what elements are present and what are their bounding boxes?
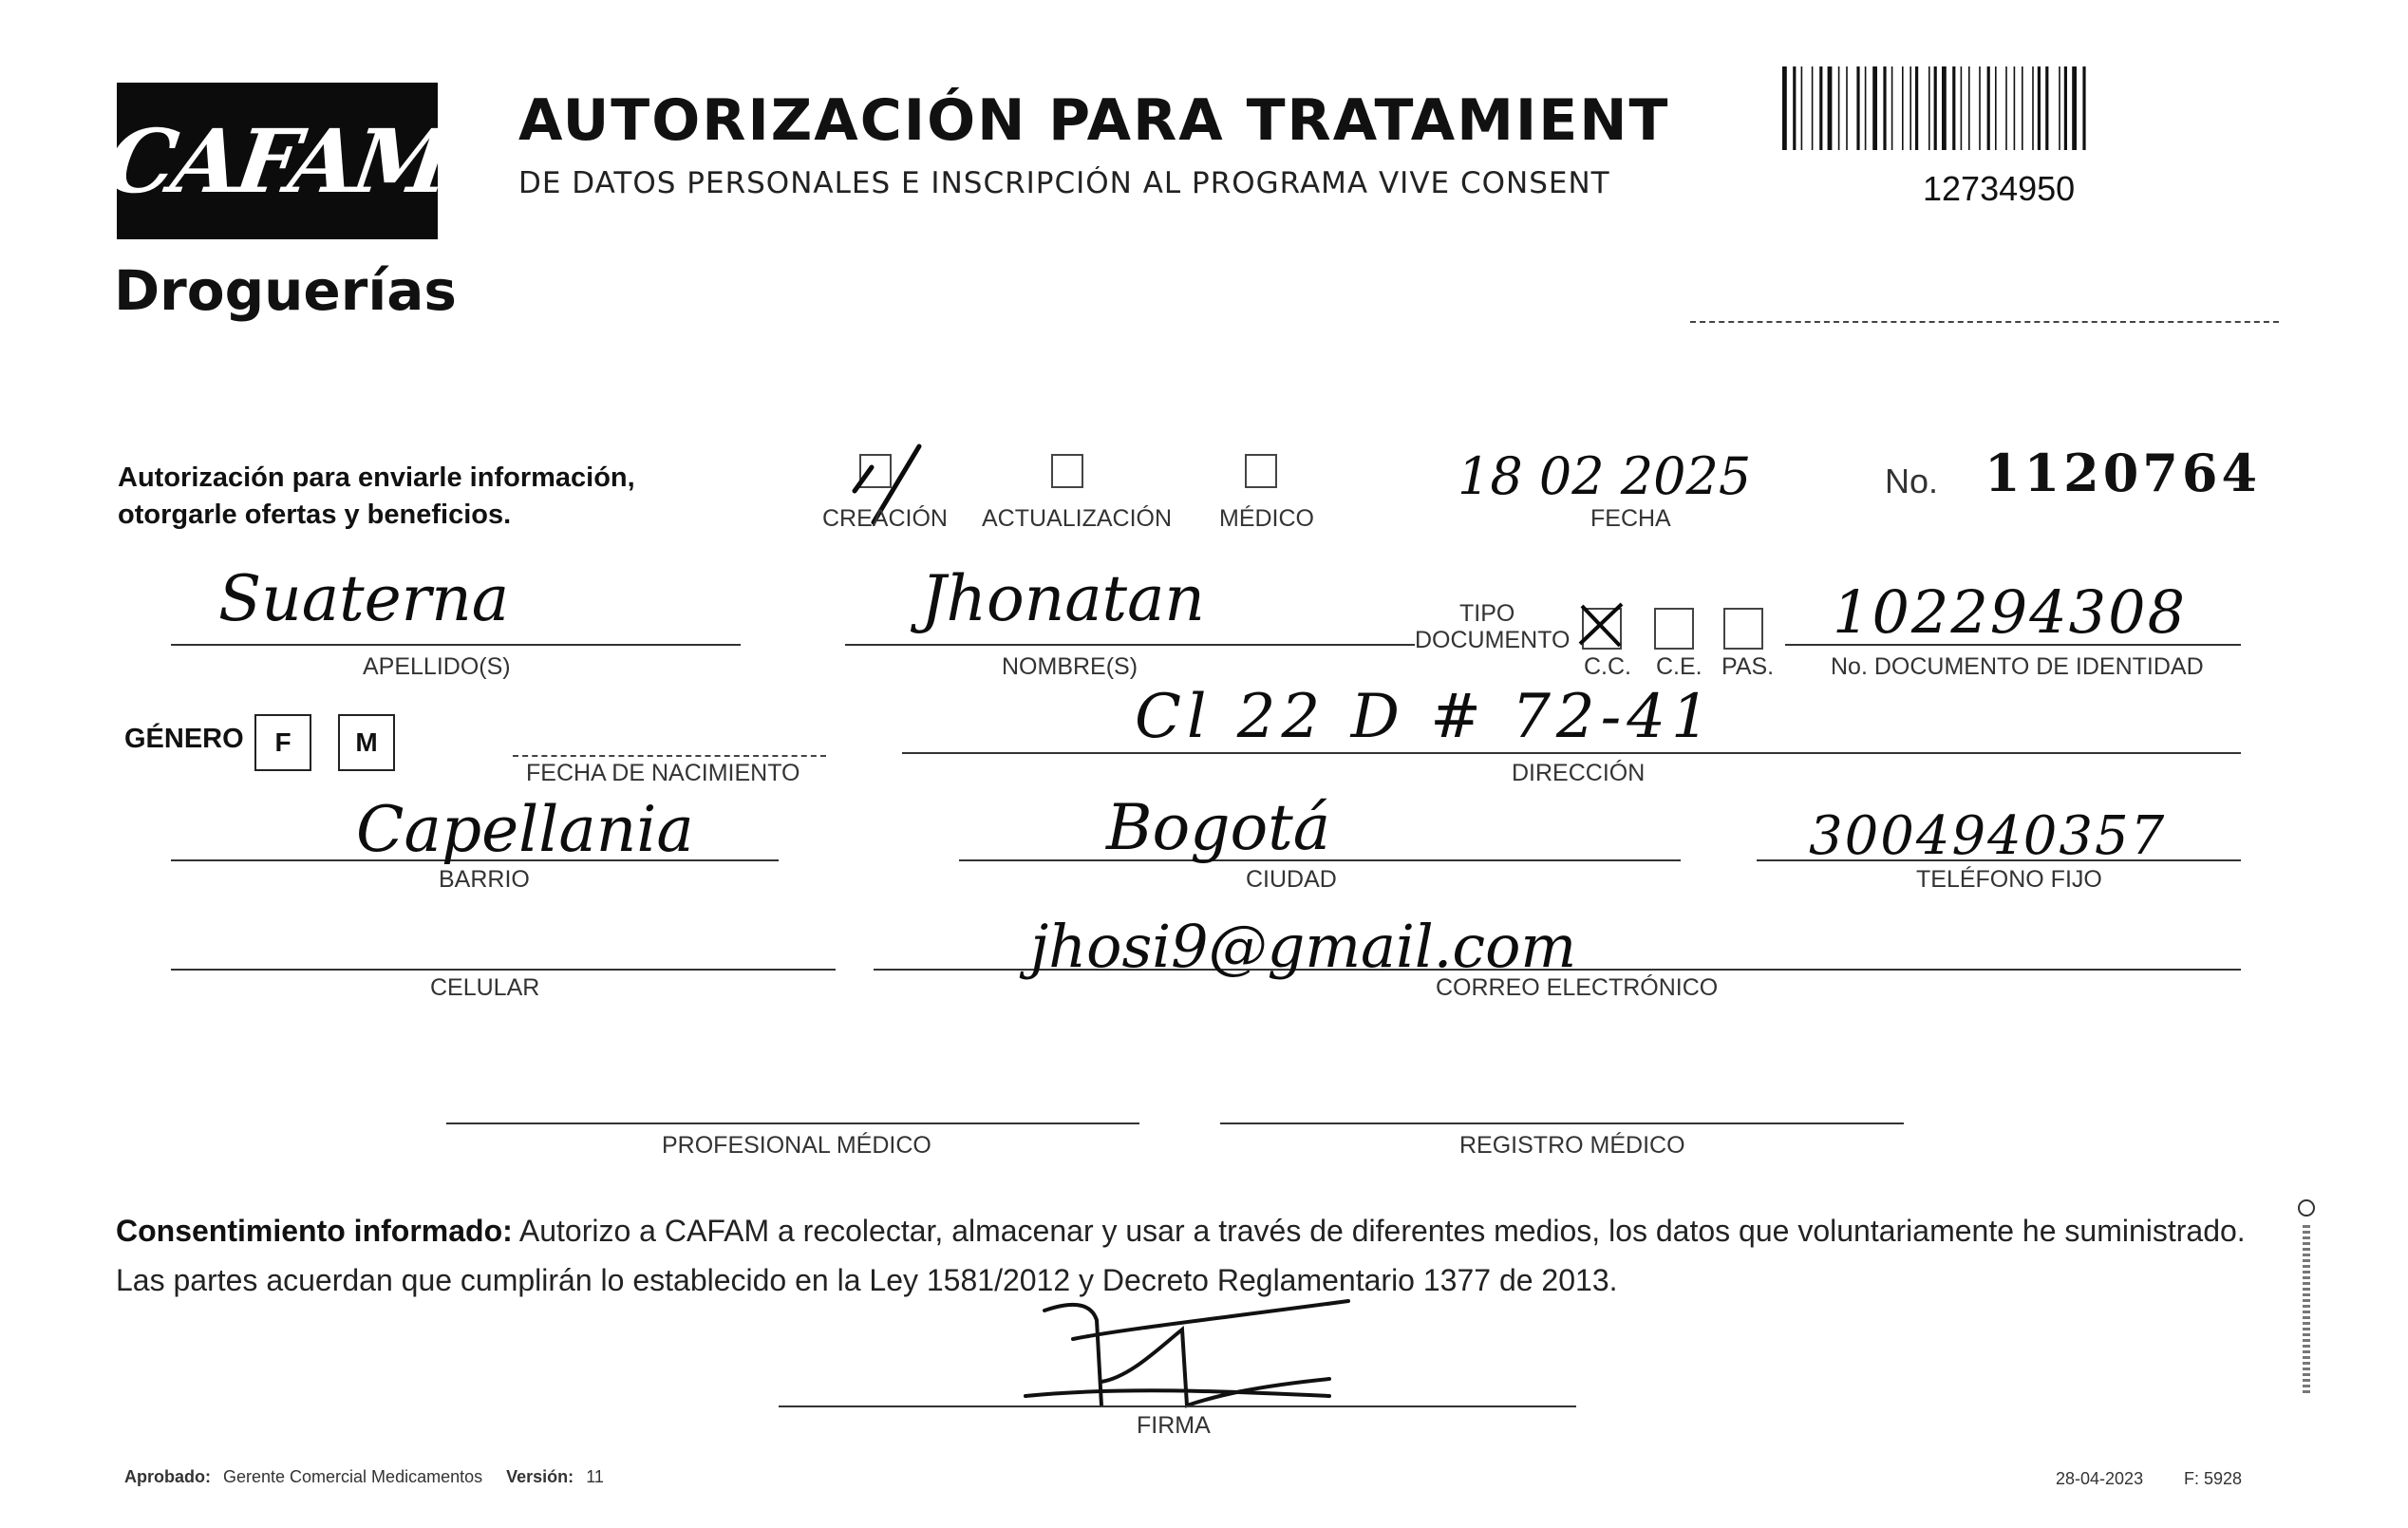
approved-value: Gerente Comercial Medicamentos [223,1467,483,1486]
form-subtitle: DE DATOS PERSONALES E INSCRIPCIÓN AL PROGRAMA VIVE CONSENT [518,166,1610,200]
version-label: Versión: [506,1467,574,1486]
form-title: AUTORIZACIÓN PARA TRATAMIENT [518,87,1670,154]
registry-line[interactable] [1220,1122,1904,1124]
divider [1690,321,2279,323]
name-value: Jhonatan [921,562,1205,635]
recycle-icon [2296,1197,2317,1405]
checkbox-actualizacion[interactable] [1051,454,1083,488]
logo-text: CAFAM [100,109,455,213]
professional-label: PROFESIONAL MÉDICO [662,1132,931,1159]
gender-m-box[interactable]: M [338,714,395,771]
checkbox-ce[interactable] [1654,608,1694,650]
checkbox-pas[interactable] [1723,608,1763,650]
barrio-label: BARRIO [439,866,530,893]
surname-label: APELLIDO(S) [363,653,511,680]
doc-number-label: No. DOCUMENTO DE IDENTIDAD [1831,653,2204,680]
date-value: 18 02 2025 [1458,446,1752,506]
registry-label: REGISTRO MÉDICO [1459,1132,1685,1159]
phone-value: 3004940357 [1809,805,2167,867]
cafam-logo [100,83,455,239]
underline [902,752,2241,754]
option-medico: MÉDICO [1219,505,1314,532]
phone-label: TELÉFONO FIJO [1916,866,2102,893]
gender-f-box[interactable]: F [254,714,311,771]
underline [845,644,1415,646]
consent-paragraph [116,1206,2252,1305]
footer-date: 28-04-2023 [2056,1469,2144,1488]
email-value: jhosi9@gmail.com [1030,912,1577,981]
authorization-text-1: Autorización para enviarle información, [118,462,635,493]
barcode [1782,66,2162,150]
birth-date-line[interactable] [513,755,826,757]
consent-lead: Consentimiento informado: [116,1214,513,1248]
doc-type-cc: C.C. [1584,653,1631,680]
signature-line[interactable] [779,1405,1576,1407]
doc-type-label-1: TIPO [1459,600,1515,627]
doc-type-ce: C.E. [1656,653,1703,680]
approved-label: Aprobado: [124,1467,211,1486]
check-x-icon [1572,596,1629,653]
birth-date-label: FECHA DE NACIMIENTO [526,760,800,786]
city-label: CIUDAD [1246,866,1337,893]
signature-label: FIRMA [1137,1412,1211,1439]
consent-body: Autorizo a CAFAM a recolectar, almacenar y usar a través de diferentes medios, los datos que voluntariamente he suministrado. Las partes acuerdan que cumplirán lo establecido en la Ley 1581/2012 y Decreto Reglamentario 1377 de 2013. [116,1214,2246,1297]
professional-line[interactable] [446,1122,1139,1124]
email-label: CORREO ELECTRÓNICO [1436,974,1719,1001]
authorization-text-2: otorgarle ofertas y beneficios. [118,500,512,530]
underline [171,644,741,646]
mobile-line[interactable] [171,969,836,971]
version-value: 11 [586,1467,604,1486]
barrio-value: Capellania [356,793,694,866]
checkbox-medico[interactable] [1245,454,1277,488]
footer-approved [124,1467,604,1487]
footer-form-code: F: 5928 [2184,1469,2243,1488]
vertical-side-mark [2296,1197,2317,1405]
address-value: Cl 22 D # 72-41 [1135,682,1716,752]
name-label: NOMBRE(S) [1002,653,1138,680]
option-actualizacion: ACTUALIZACIÓN [982,505,1173,532]
doc-type-label-2: DOCUMENTO [1415,627,1571,653]
address-label: DIRECCIÓN [1512,760,1646,786]
number-label: No. [1885,462,1939,500]
doc-number-value: 102294308 [1833,577,2188,647]
surname-value: Suaterna [218,562,510,635]
mobile-label: CELULAR [430,974,540,1001]
barcode-number: 12734950 [1923,169,2076,208]
doc-type-pas: PAS. [1721,653,1775,680]
gender-label: GÉNERO [124,724,244,754]
option-creacion: CREACIÓN [822,505,948,532]
date-label: FECHA [1590,505,1671,532]
city-value: Bogotá [1106,791,1331,864]
brand-subtitle: Droguerías [114,258,457,323]
form-number: 1120764 [1985,443,2262,503]
